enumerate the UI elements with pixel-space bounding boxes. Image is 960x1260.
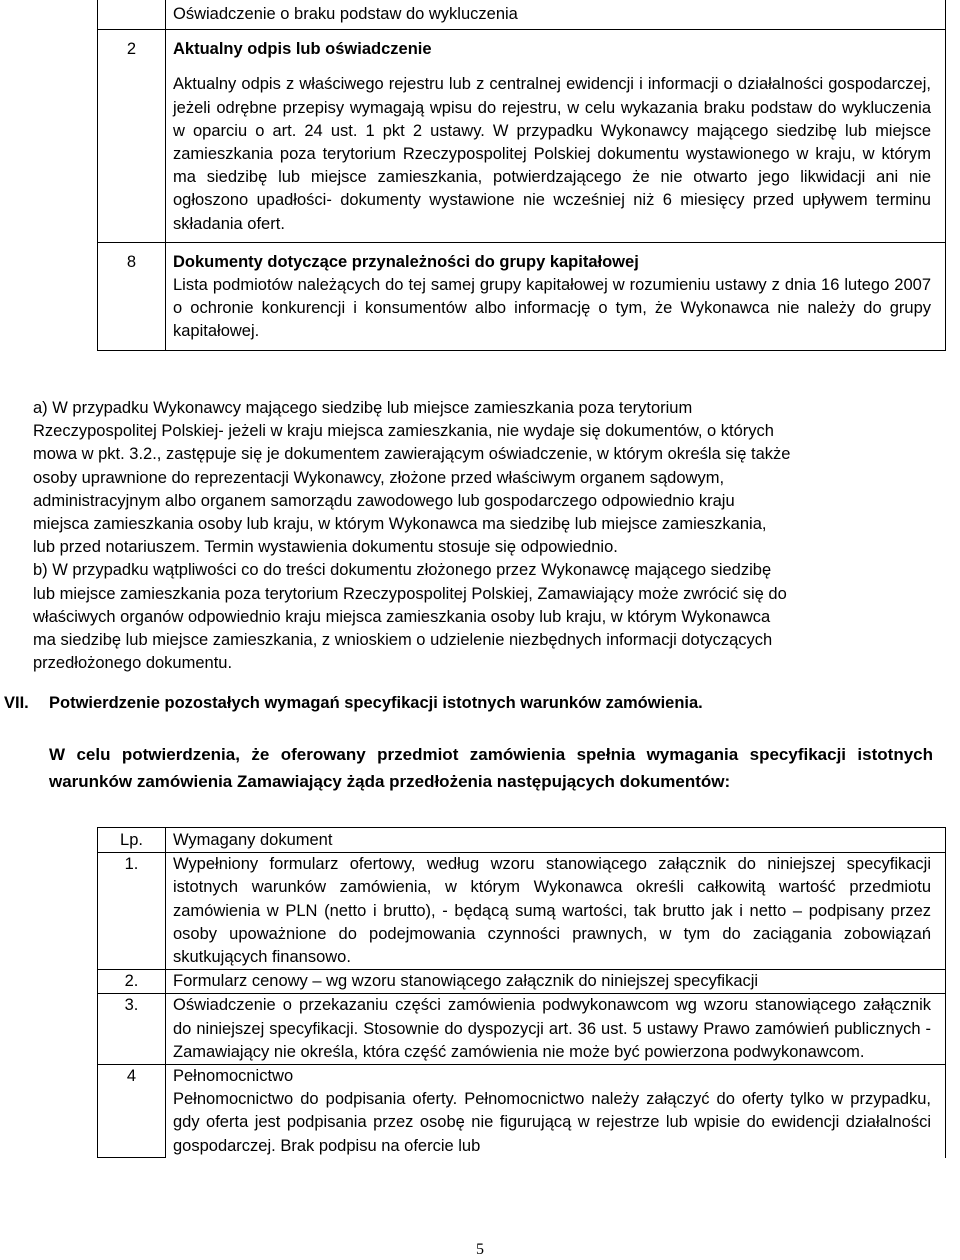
row-text: Oświadczenie o braku podstaw do wykluczenia (173, 5, 518, 23)
table-header-row (98, 828, 946, 853)
row-title: Aktualny odpis lub oświadczenie (173, 40, 432, 59)
row-number: 2. (98, 970, 166, 994)
note-line: a) W przypadku Wykonawcy mającego siedzibę lub miejsce zamieszkania poza terytorium (33, 399, 693, 417)
row-title: Pełnomocnictwo (173, 1067, 294, 1086)
note-line: lub miejsce zamieszkania poza terytorium Rzeczypospolitej Polskiej, Zamawiający może zwrócić się do (33, 584, 787, 603)
requirements-table-top (97, 0, 946, 351)
table-row (98, 30, 946, 243)
note-line: b) W przypadku wątpliwości co do treści dokumentu złożonego przez Wykonawcę mającego siedzibę (33, 561, 772, 580)
note-line: przedłożonego dokumentu. (33, 654, 233, 673)
note-line: ma siedzibę lub miejsce zamieszkania, z wnioskiem o udzielenie niezbędnych informacji dotyczących (33, 631, 773, 650)
table-row (98, 994, 946, 1065)
header-lp: Lp. (98, 828, 166, 853)
table-row (98, 0, 946, 30)
row-number: 4 (98, 1065, 166, 1158)
table-row (98, 242, 946, 350)
header-document: Wymagany dokument (166, 828, 946, 853)
note-line: Rzeczypospolitej Polskiej- jeżeli w kraju miejsca zamieszkania, nie wydaje się dokumentów, o których (33, 422, 774, 441)
table-cell (166, 1065, 946, 1158)
table-row (98, 970, 946, 994)
note-line: administracyjnym albo organem samorządu zawodowego lub gospodarczego odpowiednio kraju (33, 491, 735, 510)
table-row (98, 853, 946, 970)
table-row (98, 1065, 946, 1158)
section-number: VII. (4, 694, 29, 712)
row-title: Dokumenty dotyczące przynależności do grupy kapitałowej (173, 252, 639, 271)
note-line: lub przed notariuszem. Termin wystawienia dokumentu stosuje się odpowiednio. (33, 538, 618, 557)
row-number: 2 (98, 30, 166, 243)
note-line: właściwych organów odpowiednio kraju miejsca zamieszkania osoby lub kraju, w którym Wykonawca (33, 607, 771, 626)
table-cell (166, 0, 946, 30)
note-line: miejsca zamieszkania osoby lub kraju, w którym Wykonawca ma siedzibę lub miejsce zamieszkania, (33, 515, 767, 534)
section-intro: W celu potwierdzenia, że oferowany przedmiot zamówienia spełnia wymagania specyfikacji istotnych warunków zamówienia Zamawiający żąda przedłożenia następujących dokumentów: (49, 745, 933, 791)
required-documents-table (97, 827, 946, 1158)
row-text: Pełnomocnictwo do podpisania oferty. Pełnomocnictwo należy załączyć do oferty tylko w przypadku, gdy oferta jest podpisania przez osobę nie figurującą w rejestrze lub wpisie do ewidencji działalności gospodarczej. Brak podpisu na ofercie lub (173, 1090, 931, 1155)
note-b (33, 559, 943, 675)
note-line: osoby uprawnione do reprezentacji Wykonawcy, złożone przed właściwym organem sądowym, (33, 468, 725, 487)
section-title: Potwierdzenie pozostałych wymagań specyfikacji istotnych warunków zamówienia. (49, 694, 703, 712)
row-number: 8 (98, 242, 166, 350)
row-text: Oświadczenie o przekazaniu części zamówienia podwykonawcom wg wzoru stanowiącego załącznik do niniejszej specyfikacji. Stosownie do dyspozycji art. 36 ust. 5 ustawy Prawo zamówień publicznych - Zamawiający nie określa, która część zamówienia nie może być powierzona podwykonawcom. (166, 994, 946, 1065)
row-body: Lista podmiotów należących do tej samej grupy kapitałowej w rozumieniu ustawy z dnia 16 lutego 2007 o ochronie konkurencji i konsumentów albo informację o tym, że Wykonawca nie należy do grupy kapitałowej. (173, 276, 931, 341)
foreign-documents-note (33, 397, 943, 675)
page-number: 5 (476, 1241, 484, 1258)
table-cell (166, 242, 946, 350)
table-cell (166, 30, 946, 243)
row-text: Wypełniony formularz ofertowy, według wzoru stanowiącego załącznik do niniejszej specyfikacji istotnych warunków zamówienia, w którym Wykonawca określi całkowitą wartość przedmiotu zamówienia w PLN (netto i brutto), - będącą sumą wartości, tak brutto jak i netto – podpisany przez osoby upoważnione do podejmowania czynności prawnych, w tym do zaciągania zobowiązań skutkujących finansowo. (166, 853, 946, 970)
row-body: Aktualny odpis z właściwego rejestru lub z centralnej ewidencji i informacji o działalności gospodarczej, jeżeli odrębne przepisy wymagają wpisu do rejestru, w celu wykazania braku podstaw do wykluczenia w oparciu o art. 24 ust. 1 pkt 2 ustawy. W przypadku Wykonawcy mającego siedzibę lub miejsce zamieszkania poza terytorium Rzeczypospolitej Polskiej dokumentu wystawionego w kraju, w którym ma siedzibę lub miejsce zamieszkania, potwierdzającego że nie otwarto jego likwidacji ani nie ogłoszono upadłości- dokumenty wystawione nie wcześniej niż 6 miesięcy przed upływem terminu składania ofert. (173, 75, 931, 233)
row-number: 3. (98, 994, 166, 1065)
note-line: mowa w pkt. 3.2., zastępuje się je dokumentem zawierającym oświadczenie, w którym określa się także (33, 445, 791, 464)
row-text: Formularz cenowy – wg wzoru stanowiącego załącznik do niniejszej specyfikacji (166, 970, 946, 994)
row-number: 1. (98, 853, 166, 970)
note-a (33, 397, 943, 559)
